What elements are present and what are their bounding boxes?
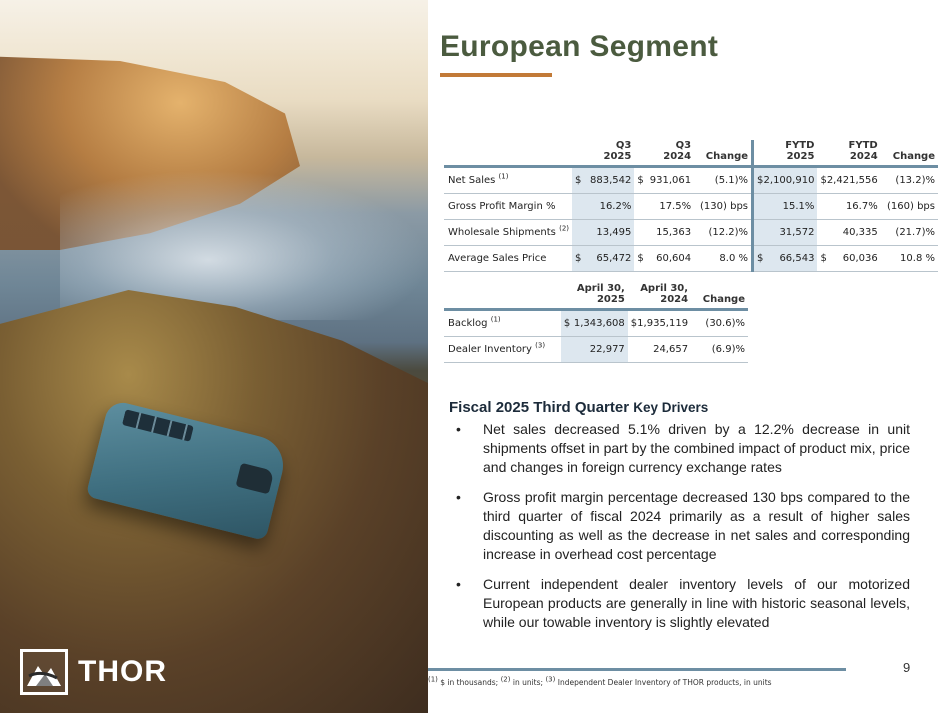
title-underline <box>440 73 552 77</box>
table-cell: 15.1% <box>753 194 818 220</box>
col-header: Change <box>691 283 748 310</box>
table-row <box>444 246 938 272</box>
table-cell: 22,977 <box>561 337 628 363</box>
table-cell: (13.2)% <box>881 167 938 194</box>
key-drivers-list <box>456 420 910 643</box>
table-row <box>444 337 748 363</box>
col-header: Q3 2025 <box>572 140 634 167</box>
table-cell: $ 65,472 <box>572 246 634 272</box>
table-cell: $ 60,604 <box>634 246 694 272</box>
backlog-inventory-table <box>444 283 748 363</box>
row-label: Average Sales Price <box>444 246 572 272</box>
row-label: Wholesale Shipments $^{(2)}$ <box>444 220 572 246</box>
col-header: Change <box>694 140 752 167</box>
table-cell: (12.2)% <box>694 220 752 246</box>
table-cell: 16.7% <box>817 194 880 220</box>
table-row <box>444 310 748 337</box>
key-drivers-heading: Fiscal 2025 Third Quarter Key Drivers <box>449 399 709 416</box>
table-cell: (130) bps <box>694 194 752 220</box>
table-cell: $ 60,036 <box>817 246 880 272</box>
table-cell: 16.2% <box>572 194 634 220</box>
col-header: FYTD 2025 <box>753 140 818 167</box>
table-cell: (21.7)% <box>881 220 938 246</box>
table-row <box>444 167 938 194</box>
row-label: Backlog $^{(1)}$ <box>444 310 561 337</box>
table-cell: 24,657 <box>628 337 691 363</box>
col-header: April 30, 2024 <box>628 283 691 310</box>
col-header: Change <box>881 140 938 167</box>
bullet-icon: • <box>456 489 461 505</box>
table-row <box>444 220 938 246</box>
bullet-icon: • <box>456 421 461 437</box>
footnote: $^{(1)}$ $ in thousands; $^{(2)}$ in units; $^{(3)}$ Independent Dealer Inventory of THOR products, in units <box>428 675 772 687</box>
table-cell: 8.0 % <box>694 246 752 272</box>
list-item: • Gross profit margin percentage decreased 130 bps compared to the third quarter of fiscal 2024 primarily as a result of higher sales discounting as well as the decrease in net sales and corresponding increase in overhead cost percentage <box>456 489 910 562</box>
table-cell: 10.8 % <box>881 246 938 272</box>
table-cell: $ 1,343,608 <box>561 310 628 337</box>
list-item: • Net sales decreased 5.1% driven by a 12.2% decrease in unit shipments offset in part by the combined impact of product mix, price and changes in foreign currency exchange rates <box>456 421 910 475</box>
list-item: • Current independent dealer inventory levels of our motorized European products are generally in line with historic seasonal levels, while our towable inventory is slightly elevated <box>456 576 910 630</box>
row-label: Net Sales $^{(1)}$ <box>444 167 572 194</box>
table-row <box>444 194 938 220</box>
col-header: April 30, 2025 <box>561 283 628 310</box>
table-cell: (6.9)% <box>691 337 748 363</box>
table-header-row <box>444 283 748 310</box>
thor-mountain-icon <box>20 649 68 695</box>
table-cell: 31,572 <box>753 220 818 246</box>
logo-text: THOR <box>78 655 167 688</box>
table-cell: (160) bps <box>881 194 938 220</box>
row-label: Gross Profit Margin % <box>444 194 572 220</box>
page-number: 9 <box>903 660 911 675</box>
col-header: FYTD 2024 <box>817 140 880 167</box>
thor-logo <box>20 649 167 695</box>
table-cell: $ 2,421,556 <box>817 167 880 194</box>
table-header-row <box>444 140 938 167</box>
row-label: Dealer Inventory $^{(3)}$ <box>444 337 561 363</box>
table-cell: (30.6)% <box>691 310 748 337</box>
table-cell: 40,335 <box>817 220 880 246</box>
table-cell: (5.1)% <box>694 167 752 194</box>
col-header: Q3 2024 <box>634 140 694 167</box>
table-cell: $ 2,100,910 <box>753 167 818 194</box>
table-cell: 15,363 <box>634 220 694 246</box>
footer-rule <box>428 668 846 671</box>
table-cell: $ 931,061 <box>634 167 694 194</box>
table-cell: $ 1,935,119 <box>628 310 691 337</box>
table-cell: 17.5% <box>634 194 694 220</box>
hero-photo <box>0 0 428 713</box>
page-title: European Segment <box>440 30 719 63</box>
table-cell: $ 66,543 <box>753 246 818 272</box>
bullet-icon: • <box>456 576 461 592</box>
table-cell: 13,495 <box>572 220 634 246</box>
table-cell: $ 883,542 <box>572 167 634 194</box>
quarterly-metrics-table <box>444 140 938 272</box>
